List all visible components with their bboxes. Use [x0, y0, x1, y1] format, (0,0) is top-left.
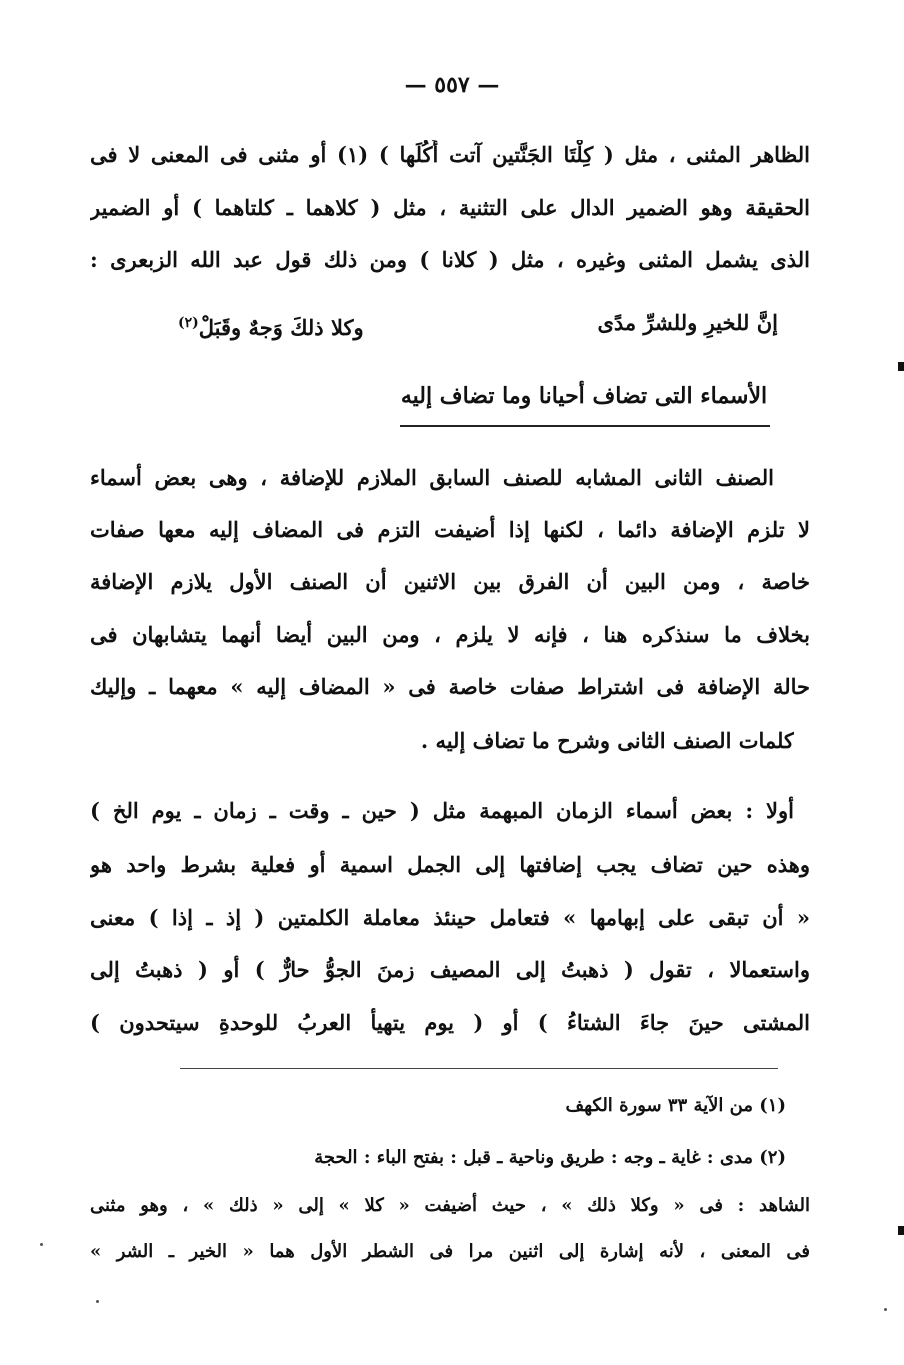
paragraph1-line-2: لا تلزم الإضافة دائما ، لكنها إذا أضيفت التزم فى المضاف إليه معها صفات [90, 517, 810, 542]
paragraph1-line-1: الصنف الثانى المشابه للصنف السابق الملازم للإضافة ، وهى بعض أسماء [90, 465, 774, 490]
paragraph1-line-3: خاصة ، ومن البين أن الفرق بين الاثنين أن الصنف الأول يلازم الإضافة [90, 569, 810, 594]
paragraph2-line-5: المشتى حينَ جاءَ الشتاءُ ) أو ( يوم يتهيأ العربُ للوحدةِ سيتحدون ) [90, 1010, 810, 1035]
verse-right-hemistich: إنَّ للخيرِ وللشرِّ مدًى [597, 310, 778, 335]
scan-speck [884, 1308, 887, 1311]
body-line-2: الحقيقة وهو الضمير الدال على التثنية ، مثل ( كلاهما ـ كلتاهما ) أو الضمير [90, 195, 810, 220]
section-heading: الأسماء التى تضاف أحيانا وما تضاف إليه [400, 383, 768, 409]
footnote-2: (٢) مدى : غاية ـ وجه : طريق وناحية ـ قبل : بفتح الباء : الحجة [314, 1147, 786, 1168]
heading-underline [400, 425, 770, 427]
paragraph1-line-5: حالة الإضافة فى اشتراط صفات خاصة فى « المضاف إليه » معهما ـ وإليك [90, 674, 810, 699]
paragraph2-line-4: واستعمالا ، تقول ( ذهبتُ إلى المصيف زمنَ الجوُّ حارٌّ ) أو ( ذهبتُ إلى [90, 957, 810, 982]
body-line-1: الظاهر المثنى ، مثل ( كِلْتَا الجَنَّتين آتت أُكُلَها ) (١) أو مثنى فى المعنى لا فى [90, 142, 810, 167]
scan-speck [40, 1243, 43, 1246]
paragraph1-line-6: كلمات الصنف الثانى وشرح ما تضاف إليه . [420, 728, 794, 753]
scan-speck [96, 1300, 99, 1303]
footnote-2-line-2: الشاهد : فى « وكلا ذلك » ، حيث أضيفت « كلا » إلى « ذلك » ، وهو مثنى [90, 1195, 810, 1216]
page-number: — ٥٥٧ — [404, 72, 500, 98]
paragraph2-line-3: « أن تبقى على إبهامها » فتعامل حينئذ معاملة الكلمتين ( إذ ـ إذا ) معنى [90, 905, 810, 930]
margin-mark [898, 1226, 904, 1235]
margin-mark [898, 362, 904, 371]
body-line-3: الذى يشمل المثنى وغيره ، مثل ( كلانا ) ومن ذلك قول عبد الله الزبعرى : [90, 247, 810, 272]
footnote-1: (١) من الآية ٣٣ سورة الكهف [565, 1095, 786, 1116]
poetry-verse [178, 306, 778, 345]
verse-left-text: وكلا ذلكَ وَجهٌ وقَبَلْ [198, 315, 364, 340]
footnote-separator [180, 1068, 778, 1069]
paragraph2-line-1: أولا : بعض أسماء الزمان المبهمة مثل ( حين ـ وقت ـ زمان ـ يوم الخ ) [90, 798, 794, 823]
verse-footnote-ref: (٢) [178, 315, 199, 331]
verse-left-hemistich [178, 306, 364, 345]
paragraph1-line-4: بخلاف ما سنذكره هنا ، فإنه لا يلزم ، ومن البين أيضا أنهما يتشابهان فى [90, 622, 810, 647]
footnote-2-line-3: فى المعنى ، لأنه إشارة إلى اثنين مرا فى الشطر الأول هما « الخير ـ الشر » [90, 1241, 810, 1262]
paragraph2-line-2: وهذه حين تضاف يجب إضافتها إلى الجمل اسمية أو فعلية بشرط واحد هو [90, 852, 810, 877]
